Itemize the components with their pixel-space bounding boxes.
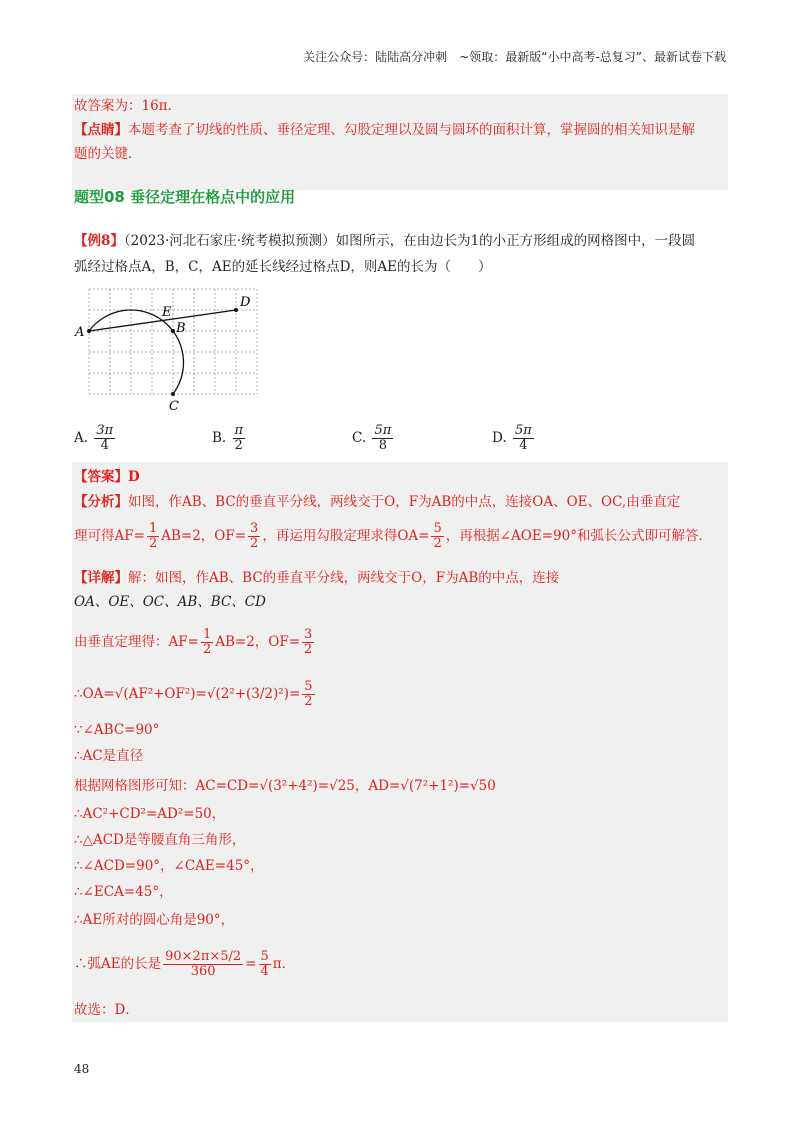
answer: 【答案】D	[74, 469, 140, 485]
example-text1: （2023·河北石家庄·统考模拟预测）如图所示，在由边长为1的小正方形组成的网格图中，一段圆	[123, 233, 696, 249]
detail-line2: OA、OE、OC、AB、BC、CD	[74, 594, 266, 610]
option-b[interactable]	[212, 424, 247, 453]
section-title: 题型08 垂径定理在格点中的应用	[74, 188, 296, 206]
analysis-line1	[74, 492, 680, 512]
option-letter: C.	[352, 430, 367, 446]
detail-line14: 故选：D．	[74, 1002, 139, 1018]
option-letter: B.	[212, 430, 227, 446]
detail-line7: 根据网格图形可知：AC=CD=√(3²+4²)=√25，AD=√(7²+1²)=√50	[74, 778, 496, 794]
detail-tag: 【详解】	[74, 570, 128, 586]
analysis-tag: 【分析】	[74, 494, 128, 510]
option-fraction: $\frac{5\pi}{8}$	[374, 423, 392, 453]
grid-lines	[89, 289, 257, 394]
option-fraction: $\frac{\pi}{2}$	[234, 423, 244, 453]
prev-comment-line1	[74, 120, 695, 140]
detail-line10: ∴∠ACD=90°，∠CAE=45°，	[74, 858, 264, 874]
option-c[interactable]	[352, 424, 395, 453]
detail-line9: ∴△ACD是等腰直角三角形，	[74, 832, 246, 848]
analysis-text1: 如图，作AB、BC的垂直平分线，两线交于O，F为AB的中点，连接OA、OE、OC,由垂直定	[128, 494, 681, 510]
point-B	[171, 329, 175, 333]
example-line2: 弧经过格点A，B，C，AE的延长线经过格点D，则AE的长为（ ）	[74, 259, 492, 275]
prev-answer: 故答案为：16π．	[74, 98, 182, 114]
point-D	[234, 308, 238, 312]
option-a[interactable]	[74, 424, 117, 453]
example-tag: 【例8】	[74, 233, 124, 249]
label-B: B	[176, 321, 186, 336]
comment-tag: 【点睛】	[74, 122, 128, 138]
label-A: A	[75, 325, 85, 340]
prev-comment-line2: 题的关键．	[74, 146, 142, 162]
option-d[interactable]	[492, 424, 536, 453]
point-C	[171, 392, 175, 396]
detail-line1: 【详解】解：如图，作AB、BC的垂直平分线，两线交于O，F为AB的中点，连接	[74, 570, 560, 586]
comment-text1: 本题考查了切线的性质、垂径定理、勾股定理以及圆与圆环的面积计算，掌握圆的相关知识是解	[128, 122, 695, 138]
detail-line13: ∴弧AE的长是 $\frac{90\times 2\pi\times 5/2}{360}$ = $\frac{5}{4}$ π．	[74, 949, 296, 979]
option-letter: D.	[492, 430, 507, 446]
detail-line4: ∴OA=√(AF²+OF²)=√(2²+(3/2)²)= $\frac{5}{2}$	[74, 679, 313, 709]
detail-line5: ∵∠ABC=90°	[74, 722, 160, 738]
point-A	[87, 329, 91, 333]
option-fraction: $\frac{3\pi}{4}$	[96, 423, 114, 453]
label-E: E	[162, 305, 172, 320]
detail-line8: ∴AC²+CD²=AD²=50，	[74, 806, 226, 822]
option-fraction: $\frac{5\pi}{4}$	[514, 423, 532, 453]
detail-line3: 由垂直定理得：AF= $\frac{1}{2}$ AB=2，OF= $\frac{3}{2}$	[74, 627, 313, 657]
example-line1	[74, 231, 695, 251]
option-letter: A.	[74, 430, 89, 446]
detail-line6: ∴AC是直径	[74, 748, 144, 764]
analysis-line2: 理可得AF= $\frac{1}{2}$ AB=2，OF= $\frac{3}{2}$ ，再运用勾股定理求得OA= $\frac{5}{2}$ ，再根据∠AOE=90°和弧长公式即可解答．	[74, 521, 712, 551]
label-C: C	[169, 399, 179, 414]
detail-line11: ∴∠ECA=45°，	[74, 884, 173, 900]
detail-line12: ∴AE所对的圆心角是90°，	[74, 912, 235, 928]
page-number: 48	[74, 1062, 90, 1076]
page-header: 关注公众号：陆陆高分冲刺 ~领取：最新版“小中高考-总复习”、最新试卷下载	[303, 50, 726, 64]
grid-figure	[72, 284, 272, 414]
label-D: D	[240, 295, 251, 310]
